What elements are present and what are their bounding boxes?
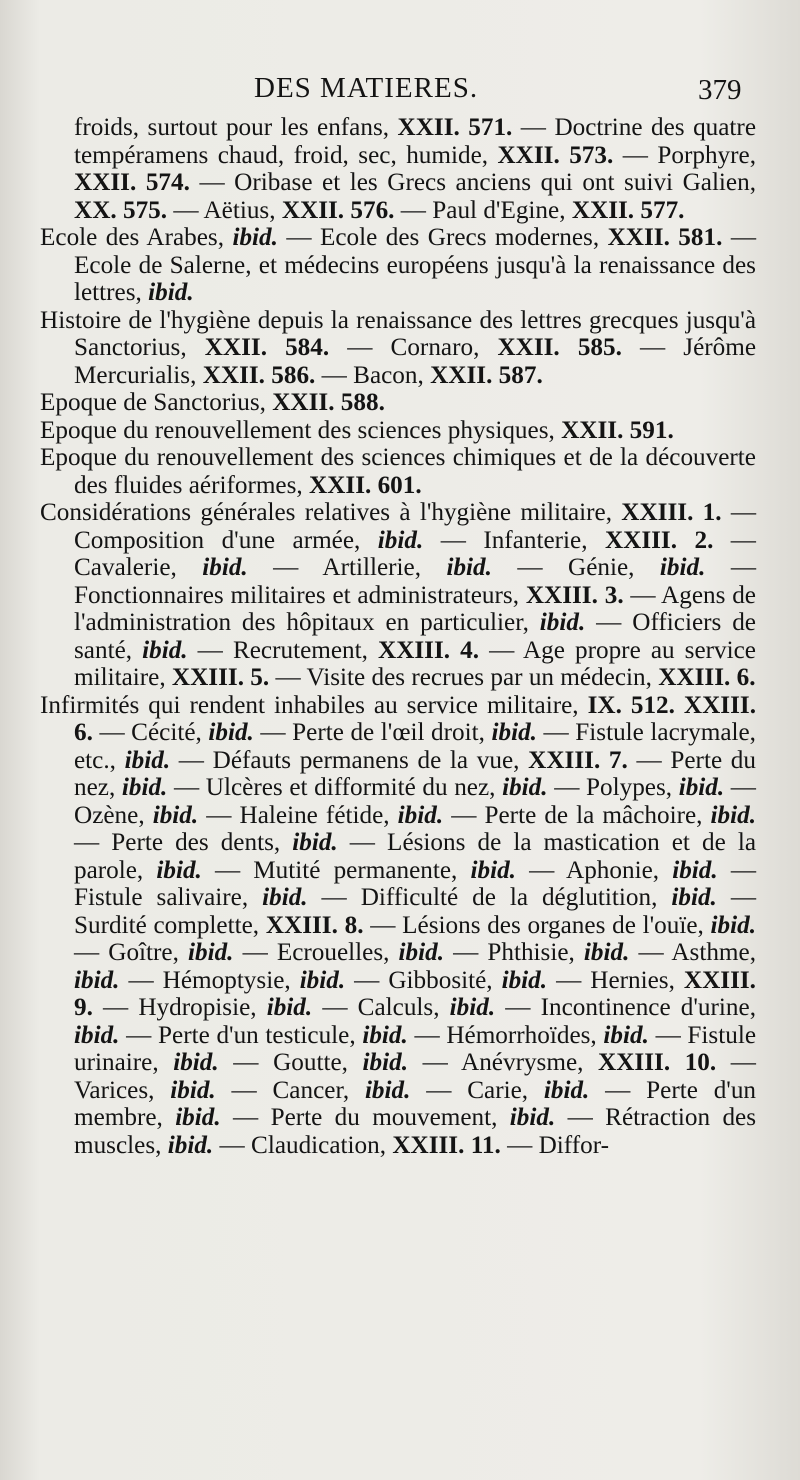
entry-text: froids, surtout pour les enfans, <box>74 114 398 141</box>
ibid-ref: ibid. <box>175 1104 221 1131</box>
entry-text: — Anévrysme, <box>408 1049 599 1076</box>
ibid-ref: ibid. <box>491 719 537 746</box>
volume-page-ref: XXII. 591. <box>561 416 674 444</box>
index-entry-continued <box>40 114 756 224</box>
volume-page-ref: XXII. 571. <box>397 114 513 141</box>
volume-page-ref: XXII. 581. <box>607 224 723 251</box>
ibid-ref: ibid. <box>152 801 199 829</box>
ibid-ref: ibid. <box>377 526 424 554</box>
entry-text: — Composition d'une armée, <box>74 499 757 554</box>
entry-text: — Diffor- <box>500 1131 609 1159</box>
ibid-ref: ibid. <box>446 554 492 581</box>
index-entry <box>40 307 756 390</box>
entry-text: — Hémoptysie, <box>119 966 300 994</box>
ibid-ref: ibid. <box>188 939 234 966</box>
entry-text: — Oribase et les Grecs anciens qui ont suivi Galien, <box>189 169 757 196</box>
index-entry <box>40 692 756 1160</box>
entry-text: — Doctrine des quatre tempéramens chaud, froid, sec, humide, <box>74 114 756 169</box>
entry-text: Epoque du renouvellement des sciences physiques, <box>40 416 562 444</box>
entry-text: — Goutte, <box>218 1049 363 1076</box>
entry-text: — Ulcères et difformité du nez, <box>167 774 503 801</box>
index-entry <box>40 444 756 499</box>
entry-text: — Artillerie, <box>247 554 447 581</box>
ibid-ref: ibid. <box>362 1021 408 1049</box>
ibid-ref: ibid. <box>266 994 313 1021</box>
ibid-ref: ibid. <box>397 801 444 829</box>
ibid-ref: ibid. <box>502 774 548 801</box>
ibid-ref: ibid. <box>710 801 757 829</box>
entry-text: — Perte du mouvement, <box>220 1104 510 1131</box>
entry-text: — Age propre au service militaire, <box>74 636 756 691</box>
volume-page-ref: XXII. 577. <box>571 196 685 224</box>
ibid-ref: ibid. <box>678 774 725 801</box>
ibid-ref: ibid. <box>603 1021 649 1049</box>
ibid-ref: ibid. <box>543 1076 590 1104</box>
volume-page-ref: XXIII. 4. <box>378 636 480 664</box>
entry-text: — Cavalerie, <box>74 526 756 581</box>
ibid-ref: ibid. <box>167 1131 214 1159</box>
volume-page-ref: XXII. 584. <box>204 334 330 361</box>
page-header <box>0 72 800 112</box>
ibid-ref: ibid. <box>671 884 717 911</box>
ibid-ref: ibid. <box>398 939 444 966</box>
volume-page-ref: XXII. 587. <box>430 361 543 389</box>
entry-text: — Perte des dents, <box>74 829 293 856</box>
entry-text: — Cancer, <box>215 1076 365 1104</box>
index-entry <box>40 499 756 692</box>
entry-text: Infirmités qui rendent inhabiles au service militaire, <box>40 691 588 719</box>
ibid-ref: ibid. <box>121 774 168 801</box>
ibid-ref: ibid. <box>173 1049 219 1076</box>
volume-page-ref: XXIII. 3. <box>525 581 624 609</box>
volume-page-ref: XXII. 588. <box>272 389 385 416</box>
ibid-ref: ibid. <box>74 1021 120 1049</box>
entry-text: — Claudication, <box>213 1131 393 1159</box>
entry-text: Ecole des Arabes, <box>40 224 233 251</box>
volume-page-ref: XXII. 576. <box>281 196 395 224</box>
volume-page-ref: XXIII. 6. <box>658 664 756 691</box>
volume-page-ref: XXII. 585. <box>497 334 622 361</box>
entry-text: — Carie, <box>410 1076 544 1104</box>
entry-text: — Ecrouelles, <box>233 939 399 966</box>
volume-page-ref: XXIII. 5. <box>171 664 270 691</box>
entry-text: — Aphonie, <box>515 856 673 884</box>
entry-text: — Perte du nez, <box>74 746 756 801</box>
ibid-ref: ibid. <box>509 1104 556 1131</box>
entry-text: Histoire de l'hygiène depuis la renaissance des lettres grecques jusqu'à Sanctorius, <box>40 306 756 361</box>
entry-text: Epoque de Sanctorius, <box>40 389 273 416</box>
volume-page-ref: XXIII. 11. <box>392 1131 501 1159</box>
entry-text: — Hernies, <box>547 966 684 994</box>
ibid-ref: ibid. <box>539 609 586 636</box>
entry-text: — Agens de l'administration des hôpitaux en particulier, <box>74 581 756 636</box>
entry-text: — Rétraction des muscles, <box>74 1104 757 1159</box>
ibid-ref: ibid. <box>364 1076 411 1104</box>
ibid-ref: ibid. <box>710 911 756 939</box>
index-body <box>40 114 756 1159</box>
index-entry <box>40 389 756 417</box>
ibid-ref: ibid. <box>501 966 548 994</box>
entry-text: Epoque du renouvellement des sciences chimiques et de la découverte des fluides aériformes, <box>40 444 756 499</box>
ibid-ref: ibid. <box>148 279 194 306</box>
ibid-ref: ibid. <box>583 939 630 966</box>
ibid-ref: ibid. <box>156 856 202 884</box>
volume-page-ref: IX. 512. XXIII. 6. <box>74 691 756 746</box>
ibid-ref: ibid. <box>232 224 278 251</box>
entry-text: — Calculs, <box>312 994 450 1021</box>
entry-text: — Phthisie, <box>444 939 584 966</box>
entry-text: — Jérôme Mercurialis, <box>74 334 756 389</box>
ibid-ref: ibid. <box>672 856 718 884</box>
entry-text: — Perte de l'œil droit, <box>253 719 492 746</box>
ibid-ref: ibid. <box>202 554 248 581</box>
volume-page-ref: XXIII. 10. <box>598 1049 717 1076</box>
volume-page-ref: XXIII. 1. <box>621 499 722 526</box>
entry-text: — Ecole de Salerne, et médecins européens jusqu'à la renaissance des lettres, <box>74 224 757 306</box>
entry-text: — Visite des recrues par un médecin, <box>269 664 659 691</box>
entry-text: — Porphyre, <box>613 141 757 169</box>
ibid-ref: ibid. <box>362 1049 409 1076</box>
ibid-ref: ibid. <box>124 746 171 774</box>
entry-text: — Perte d'un membre, <box>74 1076 757 1131</box>
entry-text: — Difficulté de la déglutition, <box>307 884 672 911</box>
volume-page-ref: XXIII. 9. <box>74 966 756 1021</box>
entry-text: — Génie, <box>491 554 660 581</box>
ibid-ref: ibid. <box>262 884 308 911</box>
entry-text: — Aëtius, <box>167 196 282 224</box>
entry-text: — Défauts permanens de la vue, <box>170 746 529 774</box>
index-entry <box>40 224 756 307</box>
entry-text: — Mutité permanente, <box>201 856 471 884</box>
entry-text: — Recrutement, <box>187 636 378 664</box>
entry-text: — Hémorrhoïdes, <box>407 1021 604 1049</box>
entry-text: — Varices, <box>74 1049 756 1104</box>
entry-text: — Lésions des organes de l'ouïe, <box>363 911 711 939</box>
volume-page-ref: XXII. 586. <box>202 361 316 389</box>
ibid-ref: ibid. <box>299 966 346 994</box>
ibid-ref: ibid. <box>170 1076 216 1104</box>
entry-text: — Haleine fétide, <box>198 801 398 829</box>
running-title: DES MATIERES. <box>254 72 479 104</box>
entry-text: — Polypes, <box>547 774 679 801</box>
page-number: 379 <box>698 74 742 106</box>
ibid-ref: ibid. <box>208 719 254 746</box>
ibid-ref: ibid. <box>74 966 120 994</box>
entry-text: — Paul d'Egine, <box>394 196 572 224</box>
ibid-ref: ibid. <box>142 636 188 664</box>
entry-text: — Infanterie, <box>423 526 605 554</box>
entry-text: — Fistule urinaire, <box>74 1021 756 1076</box>
entry-text: — Cornaro, <box>329 334 498 361</box>
entry-text: — Perte d'un testicule, <box>119 1021 363 1049</box>
entry-text: — Fistule lacrymale, etc., <box>74 719 756 774</box>
volume-page-ref: XXIII. 7. <box>528 746 628 774</box>
entry-text: — Asthme, <box>629 939 757 966</box>
entry-text: — Officiers de santé, <box>74 609 756 664</box>
ibid-ref: ibid. <box>470 856 516 884</box>
volume-page-ref: XXII. 574. <box>74 169 190 196</box>
entry-text: — Cécité, <box>92 719 209 746</box>
entry-text: — Ozène, <box>74 774 756 829</box>
volume-page-ref: XX. 575. <box>74 196 168 224</box>
entry-text: — Fistule salivaire, <box>74 856 757 911</box>
entry-text: — Lésions de la mastication et de la parole, <box>74 829 756 884</box>
entry-text: — Bacon, <box>315 361 431 389</box>
entry-text: — Perte de la mâchoire, <box>443 801 711 829</box>
volume-page-ref: XXII. 601. <box>309 471 422 499</box>
ibid-ref: ibid. <box>292 829 338 856</box>
volume-page-ref: XXII. 573. <box>497 141 614 169</box>
entry-text: — Ecole des Grecs modernes, <box>277 224 608 251</box>
volume-page-ref: XXIII. 2. <box>604 526 714 554</box>
volume-page-ref: XXIII. 8. <box>265 911 364 939</box>
entry-text: — Gibbosité, <box>345 966 502 994</box>
entry-text: — Surdité complette, <box>74 884 757 939</box>
ibid-ref: ibid. <box>659 554 706 581</box>
entry-text: — Incontinence d'urine, <box>495 994 756 1021</box>
entry-text: Considérations générales relatives à l'hygiène militaire, <box>40 499 622 526</box>
ibid-ref: ibid. <box>449 994 496 1021</box>
index-entry <box>40 417 756 445</box>
entry-text: — Fonctionnaires militaires et administrateurs, <box>74 554 757 609</box>
entry-text: — Goître, <box>74 939 188 966</box>
entry-text: — Hydropisie, <box>92 994 267 1021</box>
